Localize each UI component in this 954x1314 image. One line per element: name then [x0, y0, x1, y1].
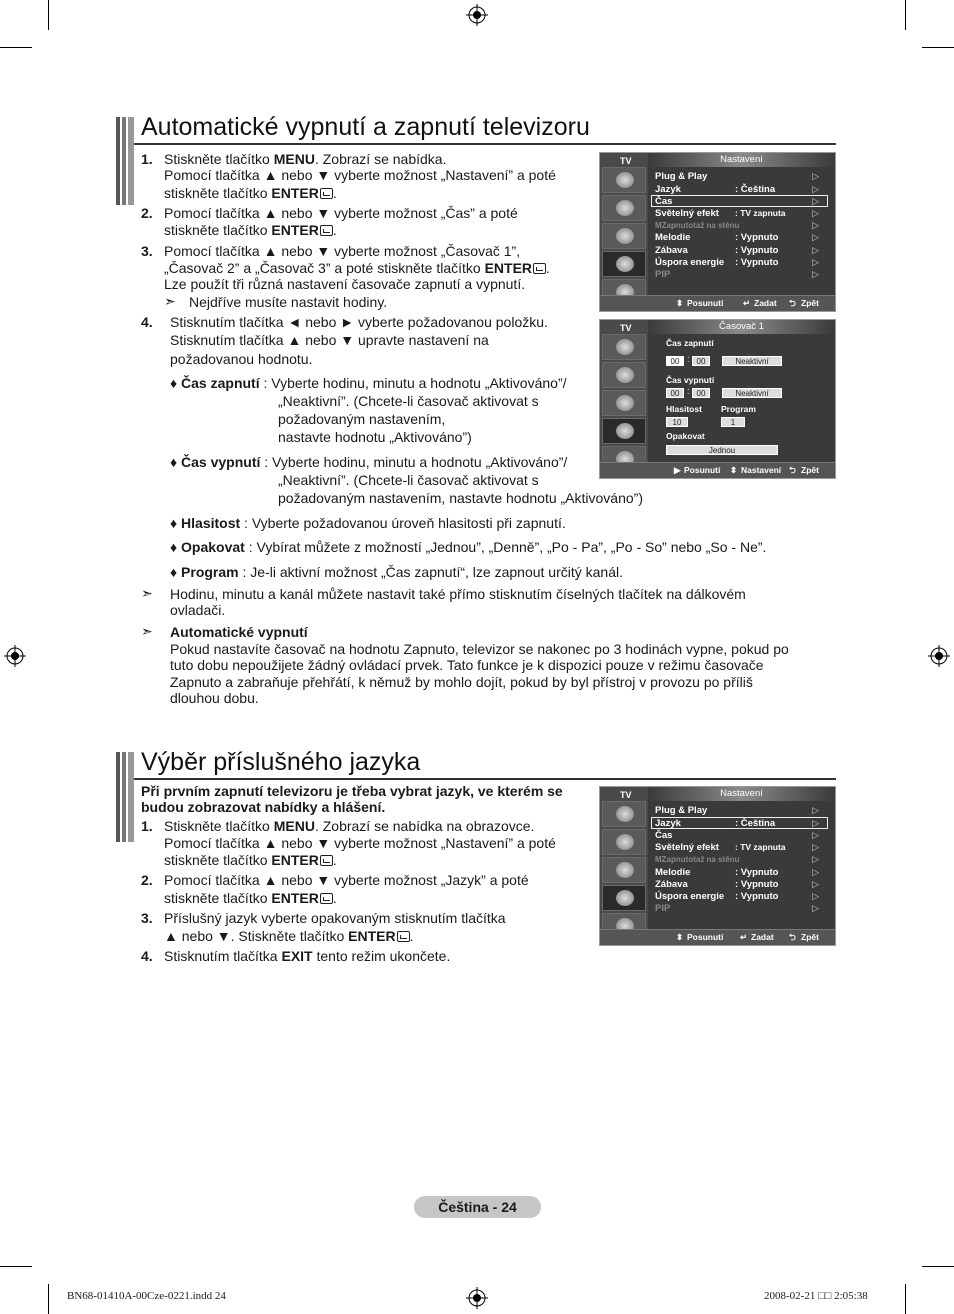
osd-footer-enter: Zadat [754, 298, 777, 308]
option-text: „Neaktivní”. (Chcete-li časovač aktivovat s [278, 472, 539, 488]
step-text: Lze použít tři různá nastavení časovače zapnutí a vypnutí. [164, 276, 526, 292]
option-text: požadovaným nastavením, nastavte hodnotu „Aktivováno”) [278, 490, 643, 506]
osd-row: MZapnutotaž na stěnu [655, 221, 740, 230]
osd-footer-back: Zpět [801, 932, 819, 942]
on-state-field[interactable]: Neaktivní [722, 356, 782, 366]
step-text: stiskněte tlačítko ENTER . [164, 185, 337, 201]
osd-row[interactable]: Jazyk : Čeština [655, 184, 776, 195]
sound-menu-icon [602, 829, 646, 855]
osd-row: MZapnutotaž na stěnu [655, 855, 740, 864]
section-rule [134, 778, 836, 780]
osd-row[interactable]: Melodie : Vypnuto [655, 867, 779, 878]
off-hour-field[interactable]: 00 [666, 388, 684, 398]
osd-row[interactable]: Světelný efekt : TV zapnuta [655, 208, 786, 219]
option-hlasitost: ♦ Hlasitost : Vyberte požadovanou úroveň hlasitosti při zapnutí. [170, 515, 566, 531]
intro-text: Při prvním zapnutí televizoru je třeba vybrat jazyk, ve kterém se [141, 783, 563, 799]
return-icon: ⮌ [789, 298, 796, 308]
step-text: stiskněte tlačítko ENTER . [164, 852, 337, 868]
osd-footer-adjust: Nastavení [741, 465, 782, 475]
note-arrow-icon: ➣ [141, 585, 153, 601]
step-text: Stisknutím tlačítka ◄ nebo ► vyberte požadovanou položku. [170, 314, 548, 330]
registration-mark-icon [466, 1287, 488, 1309]
step-text: Stisknutím tlačítka ▲ nebo ▼ upravte nastavení na [170, 332, 489, 348]
step-text: Příslušný jazyk vyberte opakovaným stisknutím tlačítka [164, 910, 506, 926]
osd-row[interactable]: Zábava : Vypnuto [655, 879, 779, 890]
program-field[interactable]: 1 [721, 417, 745, 427]
step-text: ▲ nebo ▼. Stiskněte tlačítko ENTER . [164, 928, 414, 944]
osd-tv-label: TV [620, 323, 632, 333]
osd-menu-setup-language: TV Nastavení Plug & Play Jazyk : Čeština Čas Světelný efekt : TV zapnuta MZapnutotaž na stěnu Melodie : Vypnuto Zábava : Vypnuto Úspora energie : Vypnuto PIP ▷ ▷ ▷ ▷ ▷ ▷ ▷ ▷ ▷ ⬍ Posunutí ↵ Zadat ⮌ Zpět [599, 786, 836, 946]
option-cas-zapnuti: ♦ Čas zapnutí : Vyberte hodinu, minutu a hodnotu „Aktivováno”/ [170, 375, 567, 391]
step-number: 1. [141, 818, 153, 834]
updown-icon: ⬍ [730, 465, 738, 475]
osd-icon-column [600, 787, 648, 929]
osd-footer-move: Posunutí [687, 932, 724, 942]
osd-tv-label: TV [620, 790, 632, 800]
print-file-info: BN68-01410A-00Cze-0221.indd 24 [67, 1290, 226, 1302]
registration-mark-icon [466, 4, 488, 26]
option-text: nastavte hodnotu „Aktivováno”) [278, 429, 472, 445]
registration-mark-icon [928, 645, 950, 667]
off-time-label: Čas vypnutí [666, 375, 715, 385]
registration-mark-icon [4, 645, 26, 667]
return-icon: ⮌ [789, 465, 796, 475]
osd-row[interactable]: Melodie : Vypnuto [655, 232, 779, 243]
tip-text: dlouhou dobu. [170, 690, 259, 706]
section-bar-decoration [116, 117, 134, 205]
osd-footer-move: Posunutí [687, 298, 724, 308]
enter-icon [320, 855, 333, 866]
osd-footer-back: Zpět [801, 298, 819, 308]
print-date-info: 2008-02-21 □□ 2:05:38 [764, 1290, 868, 1302]
option-text: požadovaným nastavením, [278, 411, 446, 427]
osd-row: PIP [655, 269, 671, 280]
section-title: Automatické vypnutí a zapnutí televizoru [141, 113, 590, 141]
osd-header: Nastavení [648, 787, 835, 801]
osd-footer-back: Zpět [801, 465, 819, 475]
page-number-badge: Čeština - 24 [414, 1196, 541, 1218]
enter-icon [533, 263, 546, 274]
osd-footer-enter: Zadat [751, 932, 774, 942]
step-text: „Časovač 2” a „Časovač 3” a poté stiskněte tlačítko ENTER . [164, 260, 550, 276]
tip-text: ovladači. [170, 602, 226, 618]
osd-menu-setup: TV Nastavení Plug & Play Jazyk : Čeština Čas Světelný efekt : TV zapnuta MZapnutotaž na stěnu Melodie : Vypnuto Zábava : Vypnuto Úspora energie : Vypnuto PIP ▷ ▷ ▷ ▷ ▷ ▷ ▷ ▷ ▷ ⬍ Posunutí ↵ Zadat ⮌ Zpět [599, 152, 836, 312]
tip-text: Pokud nastavíte časovač na hodnotu Zapnuto, televizor se nakonec po 3 hodinách vypne, pokud po [170, 641, 789, 657]
step-text: Stiskněte tlačítko MENU. Zobrazí se nabídka na obrazovce. [164, 818, 535, 834]
step-number: 1. [141, 151, 153, 167]
step-text: Pomocí tlačítka ▲ nebo ▼ vyberte možnost „Nastavení” a poté [164, 835, 556, 851]
return-icon: ⮌ [789, 932, 796, 942]
step-text: Pomocí tlačítka ▲ nebo ▼ vyberte možnost „Čas” a poté [164, 205, 518, 221]
program-label: Program [721, 404, 756, 414]
enter-icon: ↵ [740, 932, 748, 942]
osd-row[interactable]: Čas [655, 196, 673, 207]
osd-row[interactable]: Čas [655, 830, 673, 841]
note-arrow-icon: ➣ [141, 623, 153, 639]
step-text: Stisknutím tlačítka EXIT tento režim ukončete. [164, 948, 451, 964]
step-number: 2. [141, 205, 153, 221]
osd-row[interactable]: Jazyk : Čeština [655, 818, 776, 829]
step-text: Pomocí tlačítka ▲ nebo ▼ vyberte možnost „Jazyk” a poté [164, 872, 529, 888]
setup-menu-icon [602, 885, 646, 911]
tip-text: Zapnuto a zabraňuje přehřátí, k němuž by mohlo dojít, pokud by byl přístroj v provozu po příliš [170, 674, 753, 690]
option-text: „Neaktivní”. (Chcete-li časovač aktivovat s [278, 393, 539, 409]
step-text: stiskněte tlačítko ENTER . [164, 890, 337, 906]
channel-menu-icon [602, 390, 646, 416]
section-title: Výběr příslušného jazyka [141, 748, 421, 776]
note-arrow-icon: ➣ [164, 293, 176, 309]
enter-icon [397, 931, 410, 942]
step-number: 4. [141, 314, 153, 330]
osd-row: PIP [655, 903, 671, 914]
osd-footer [600, 462, 835, 478]
setup-menu-icon [602, 418, 646, 444]
step-text: Stiskněte tlačítko MENU. Zobrazí se nabídka. [164, 151, 447, 167]
step-text: Pomocí tlačítka ▲ nebo ▼ vyberte možnost „Časovač 1”, [164, 243, 521, 259]
osd-row[interactable]: Světelný efekt : TV zapnuta [655, 842, 786, 853]
volume-field[interactable]: 10 [666, 417, 688, 427]
osd-header: Časovač 1 [648, 320, 835, 334]
setup-menu-icon [602, 251, 646, 277]
updown-icon: ⬍ [676, 298, 684, 308]
volume-label: Hlasitost [666, 404, 702, 414]
picture-menu-icon [602, 334, 646, 360]
osd-footer-move: Posunutí [684, 465, 721, 475]
osd-row[interactable]: Zábava : Vypnuto [655, 245, 779, 256]
section-rule [134, 143, 836, 145]
osd-selection-box [651, 195, 828, 207]
enter-icon [320, 225, 333, 236]
step-number: 3. [141, 243, 153, 259]
tip-text: Hodinu, minutu a kanál můžete nastavit také přímo stisknutím číselných tlačítek na dálkovém [170, 586, 746, 602]
tip-title: Automatické vypnutí [170, 624, 308, 640]
on-minute-field[interactable]: 00 [692, 356, 710, 366]
channel-menu-icon [602, 223, 646, 249]
step-number: 4. [141, 948, 153, 964]
note-text: Nejdříve musíte nastavit hodiny. [189, 294, 388, 310]
osd-footer [600, 295, 835, 311]
step-text: Pomocí tlačítka ▲ nebo ▼ vyberte možnost „Nastavení” a poté [164, 167, 556, 183]
right-arrow-icon: ▶ [674, 465, 681, 475]
option-opakovat: ♦ Opakovat : Vybírat můžete z možností „Jednou”, „Denně”, „Po - Pa”, „Po - So” nebo „So - Ne”. [170, 539, 767, 555]
on-time-label: Čas zapnutí [666, 338, 714, 348]
osd-icon-column [600, 153, 648, 295]
tip-text: tuto dobu nepoužijete žádný ovládací prvek. Tato funkce je k dispozici pouze v režimu časovače [170, 657, 764, 673]
on-hour-field[interactable]: 00 [666, 356, 684, 366]
sound-menu-icon [602, 195, 646, 221]
option-cas-vypnuti: ♦ Čas vypnutí : Vyberte hodinu, minutu a hodnotu „Aktivováno”/ [170, 454, 568, 470]
sound-menu-icon [602, 362, 646, 388]
osd-menu-timer: TV Časovač 1 Čas zapnutí 00 : 00 Neaktivní Čas vypnutí 00 : 00 Neaktivní Hlasitost Program 10 1 Opakovat Jednou ▶ Posunutí ⬍ Nastavení ⮌ Zpět [599, 319, 836, 479]
repeat-field[interactable]: Jednou [666, 445, 778, 455]
osd-row[interactable]: Úspora energie : Vypnuto [655, 891, 779, 902]
step-number: 3. [141, 910, 153, 926]
repeat-label: Opakovat [666, 431, 705, 441]
picture-menu-icon [602, 801, 646, 827]
updown-icon: ⬍ [676, 932, 684, 942]
osd-icon-column [600, 320, 648, 462]
option-program: ♦ Program : Je-li aktivní možnost „Čas zapnutí“, lze zapnout určitý kanál. [170, 564, 623, 580]
picture-menu-icon [602, 167, 646, 193]
intro-text: budou zobrazovat nabídky a hlášení. [141, 799, 386, 815]
osd-row[interactable]: Plug & Play [655, 805, 708, 816]
step-text: stiskněte tlačítko ENTER . [164, 222, 337, 238]
enter-icon [320, 188, 333, 199]
osd-row[interactable]: Úspora energie : Vypnuto [655, 257, 779, 268]
enter-icon: ↵ [743, 298, 751, 308]
channel-menu-icon [602, 857, 646, 883]
step-text: požadovanou hodnotu. [170, 351, 313, 367]
off-minute-field[interactable]: 00 [692, 388, 710, 398]
step-number: 2. [141, 872, 153, 888]
osd-header: Nastavení [648, 153, 835, 167]
enter-icon [320, 893, 333, 904]
osd-tv-label: TV [620, 156, 632, 166]
off-state-field[interactable]: Neaktivní [722, 388, 782, 398]
osd-footer [600, 929, 835, 945]
osd-row[interactable]: Plug & Play [655, 171, 708, 182]
section-bar-decoration [116, 752, 134, 842]
